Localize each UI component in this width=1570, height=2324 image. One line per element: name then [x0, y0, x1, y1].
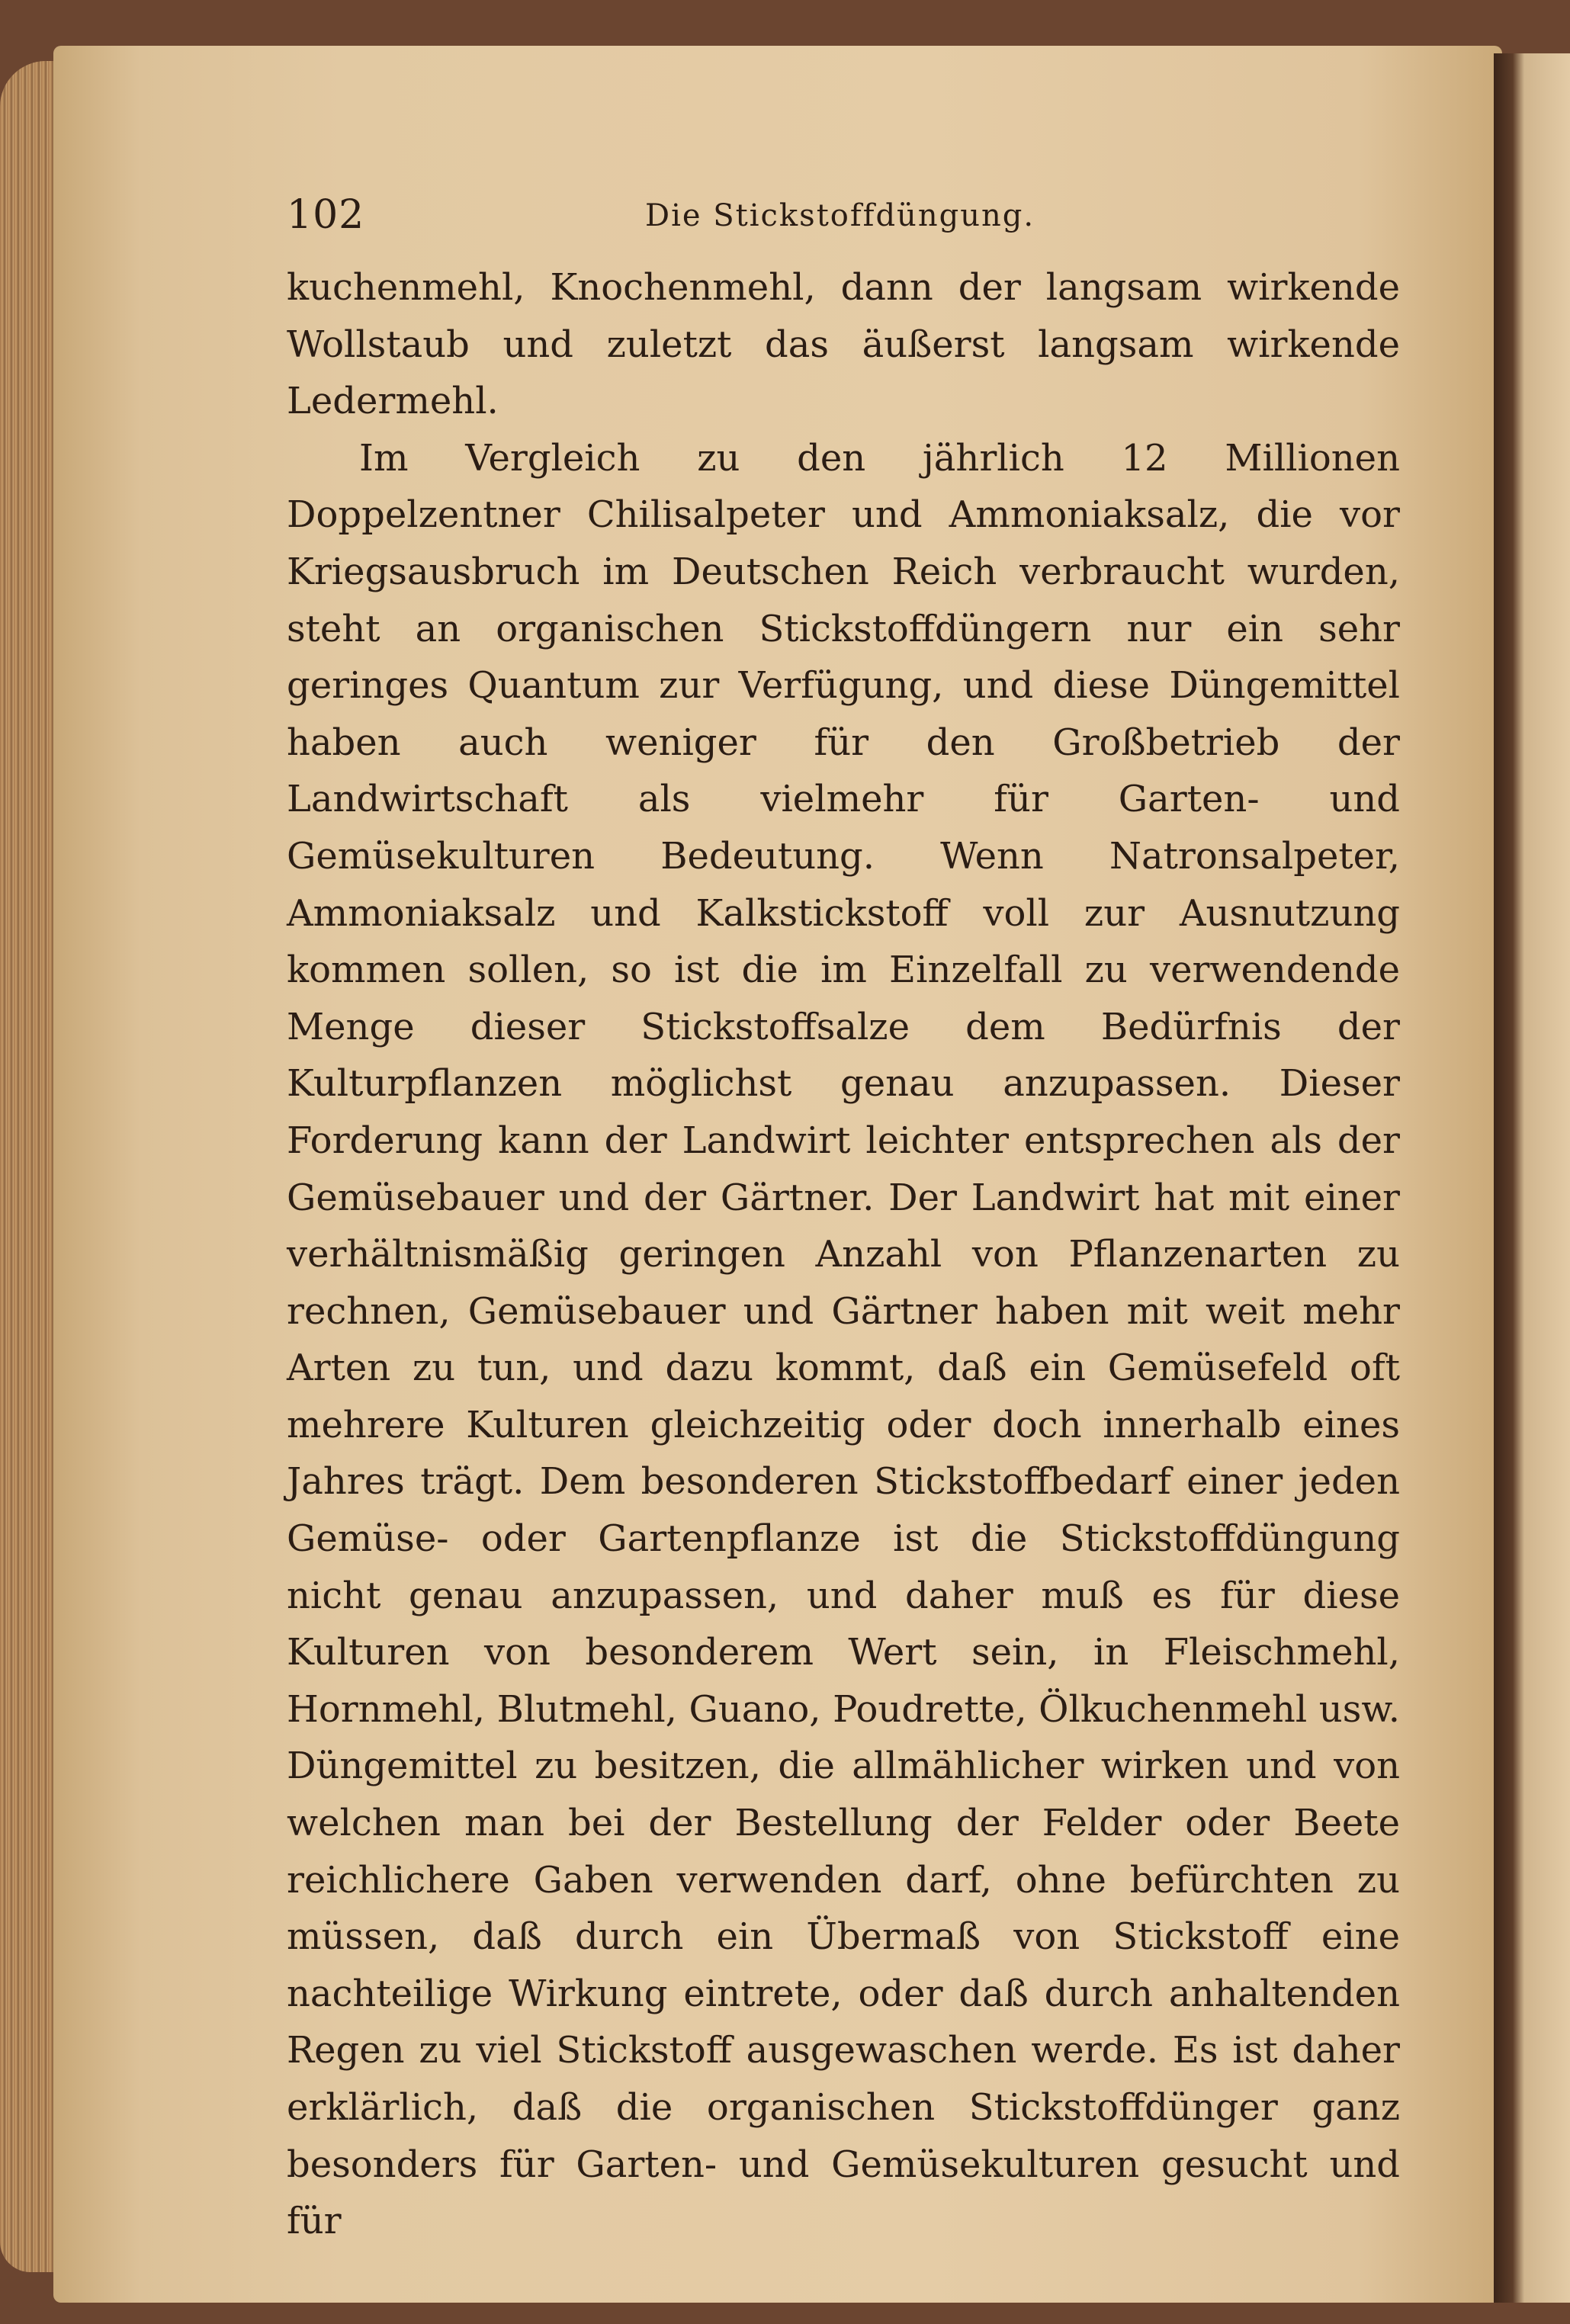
paragraph: Im Vergleich zu den jährlich 12 Millionen Doppelzentner Chilisalpeter und Ammoniaksalz, die vor Kriegsausbruch im Deutschen Reich verbraucht wurden, steht an organischen Stickstoffdüngern nur ein sehr geringes Quantum zur Verfügung, und diese Düngemittel haben auch weniger für den Großbetrieb der Landwirtschaft als vielmehr für Garten- und Gemüsekulturen Bedeutung. Wenn Natronsalpeter, Ammoniaksalz und Kalkstickstoff voll zur Ausnutzung kommen sollen, so ist die im Einzelfall zu verwendende Menge dieser Stickstoffsalze dem Bedürfnis der Kulturpflanzen möglichst genau anzupassen. Dieser Forderung kann der Landwirt leichter entsprechen als der Gemüsebauer und der Gärtner. Der Landwirt hat mit einer verhältnismäßig geringen Anzahl von Pflanzenarten zu rechnen, Gemüsebauer und Gärtner haben mit weit mehr Arten zu tun, und dazu kommt, daß ein Gemüsefeld oft mehrere Kulturen gleichzeitig oder doch innerhalb eines Jahres trägt. Dem besonderen Stickstoffbedarf einer jeden Gemüse- oder Gartenpflanze ist die Stickstoffdüngung nicht genau anzupassen, und daher muß es für diese Kulturen von besonderem Wert sein, in Fleischmehl, Hornmehl, Blutmehl, Guano, Poudrette, Ölkuchenmehl usw. Düngemittel zu besitzen, die allmählicher wirken und von welchen man bei der Bestellung der Felder oder Beete reichlichere Gaben verwenden darf, ohne befürchten zu müssen, daß durch ein Übermaß von Stickstoff eine nachteilige Wirkung eintrete, oder daß durch anhaltenden Regen zu viel Stickstoff ausgewaschen werde. Es ist daher erklärlich, daß die organischen Stickstoffdünger ganz besonders für Garten- und Gemüsekulturen gesucht und für — [287, 436, 1400, 2243]
page-number: 102 — [287, 192, 365, 238]
page-header — [287, 183, 1400, 259]
text-block — [287, 183, 1400, 2250]
body-text — [287, 259, 1400, 2250]
running-head: Die Stickstoffdüngung. — [645, 198, 1035, 233]
facing-page-edge — [1494, 53, 1570, 2303]
paragraph: kuchenmehl, Knochenmehl, dann der langsam wirkende Wollstaub und zuletzt das äußerst langsam wirkende Ledermehl. — [287, 266, 1400, 423]
